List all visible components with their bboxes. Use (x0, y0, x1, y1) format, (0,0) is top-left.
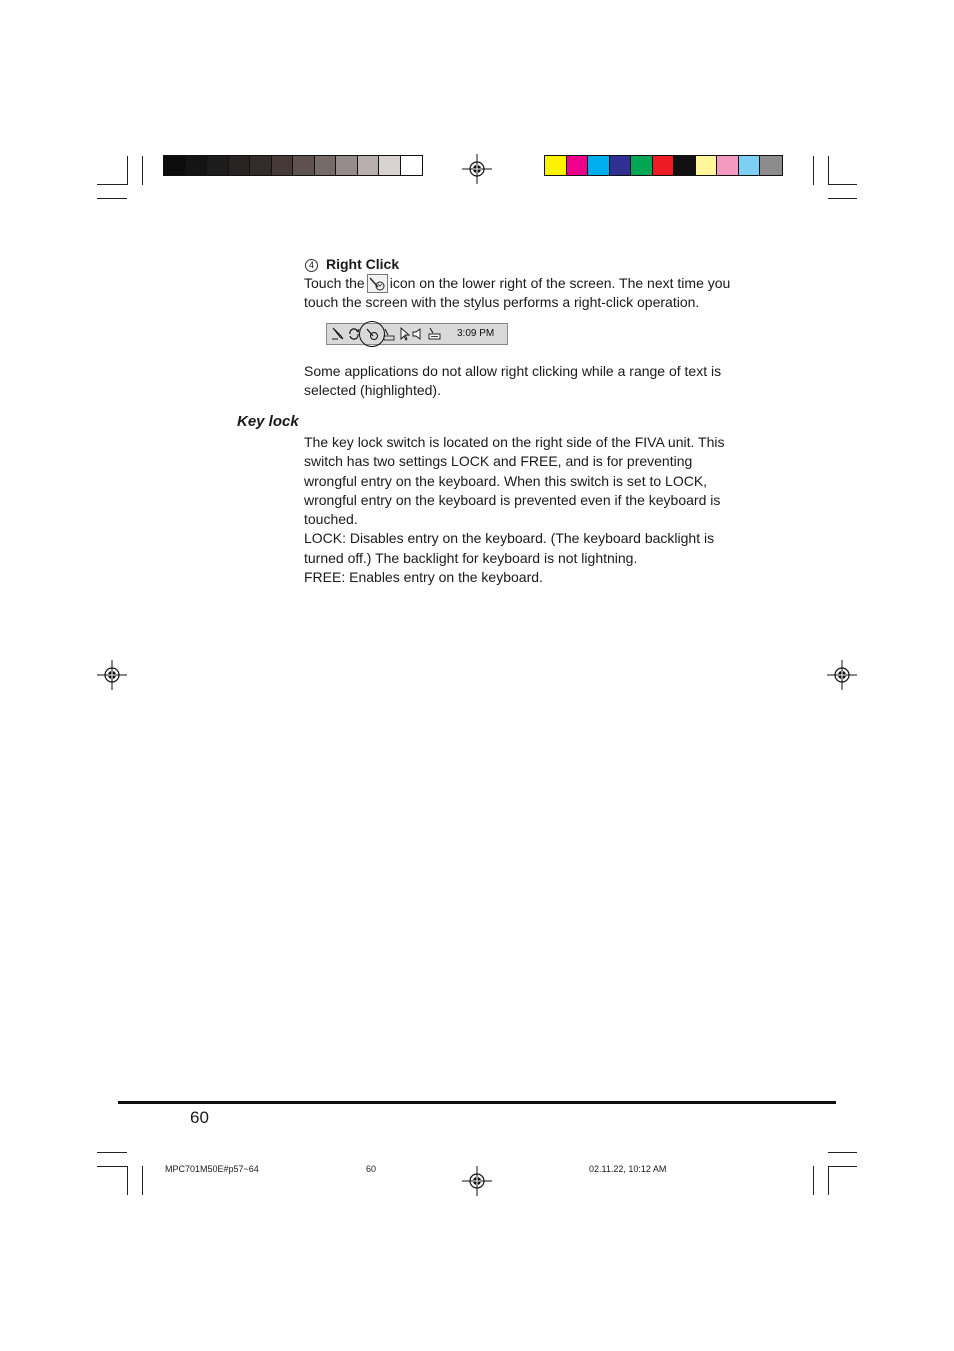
cursor-arrow-icon[interactable] (397, 327, 411, 341)
color-swatch (207, 156, 229, 175)
color-swatch (401, 156, 423, 175)
color-swatch (164, 156, 186, 175)
printer-icon[interactable] (427, 327, 441, 341)
note-line-1: Some applications do not allow right clicking while a range of text is (304, 363, 722, 379)
keylock-line: The key lock switch is located on the right side of the FIVA unit. This (304, 434, 725, 450)
color-swatch (653, 156, 675, 175)
keylock-line: touched. (304, 511, 358, 528)
step-line-2: touch the screen with the stylus performs a right-click operation. (304, 294, 700, 311)
color-swatch (760, 156, 782, 175)
color-swatch (293, 156, 315, 175)
keylock-line: wrongful entry on the keyboard. When this switch is set to LOCK, (304, 472, 708, 489)
step-text-after-icon: icon on the lower right of the screen. The next time you (389, 275, 731, 291)
step-title: Right Click (326, 256, 400, 272)
color-swatch (336, 156, 358, 175)
keylock-line: turned off.) The backlight for keyboard is not lightning. (304, 549, 638, 566)
registration-mark-top-icon (462, 154, 492, 184)
step-number: 4 (305, 259, 318, 272)
color-swatch (186, 156, 208, 175)
color-swatch (567, 156, 589, 175)
color-swatch (250, 156, 272, 175)
tray-clock[interactable]: 3:09 PM (457, 328, 495, 339)
registration-mark-right-icon (827, 660, 857, 690)
keylock-line: switch has two settings LOCK and FREE, and is for preventing (304, 453, 693, 470)
color-swatch (272, 156, 294, 175)
note-paragraph (304, 362, 754, 401)
slug-timestamp: 02.11.22, 10:12 AM (589, 1164, 667, 1174)
process-color-bar (544, 155, 783, 176)
color-swatch (631, 156, 653, 175)
step-paragraph (304, 274, 754, 313)
section-title-key-lock: Key lock (237, 413, 299, 430)
color-swatch (358, 156, 380, 175)
color-swatch (315, 156, 337, 175)
registration-mark-left-icon (97, 660, 127, 690)
grayscale-color-bar (163, 155, 423, 176)
keylock-line: wrongful entry on the keyboard is prevented even if the keyboard is (304, 491, 721, 508)
color-swatch (739, 156, 761, 175)
registration-mark-bottom-icon (462, 1166, 492, 1196)
color-swatch (696, 156, 718, 175)
keyboard-icon[interactable] (382, 327, 396, 341)
right-click-stylus-icon (367, 274, 388, 293)
keylock-line: FREE: Enables entry on the keyboard. (304, 569, 543, 586)
page-number: 60 (190, 1108, 209, 1127)
color-swatch (588, 156, 610, 175)
color-swatch (610, 156, 632, 175)
color-swatch (229, 156, 251, 175)
footer-rule (118, 1101, 836, 1104)
color-swatch (545, 156, 567, 175)
system-tray (326, 323, 508, 345)
keylock-paragraph (304, 433, 754, 587)
step-line-1 (304, 274, 754, 293)
stylus-pen-icon[interactable] (331, 327, 345, 341)
color-swatch (674, 156, 696, 175)
color-swatch (379, 156, 401, 175)
note-line-2: selected (highlighted). (304, 382, 441, 399)
keylock-line: LOCK: Disables entry on the keyboard. (The keyboard backlight is (304, 530, 715, 547)
step-text-before-icon: Touch the (304, 275, 365, 291)
step-heading (305, 255, 399, 274)
color-swatch (717, 156, 739, 175)
speaker-icon[interactable] (411, 327, 425, 341)
slug-page: 60 (366, 1164, 377, 1174)
slug-filename: MPC701M50E#p57~64 (165, 1164, 259, 1174)
